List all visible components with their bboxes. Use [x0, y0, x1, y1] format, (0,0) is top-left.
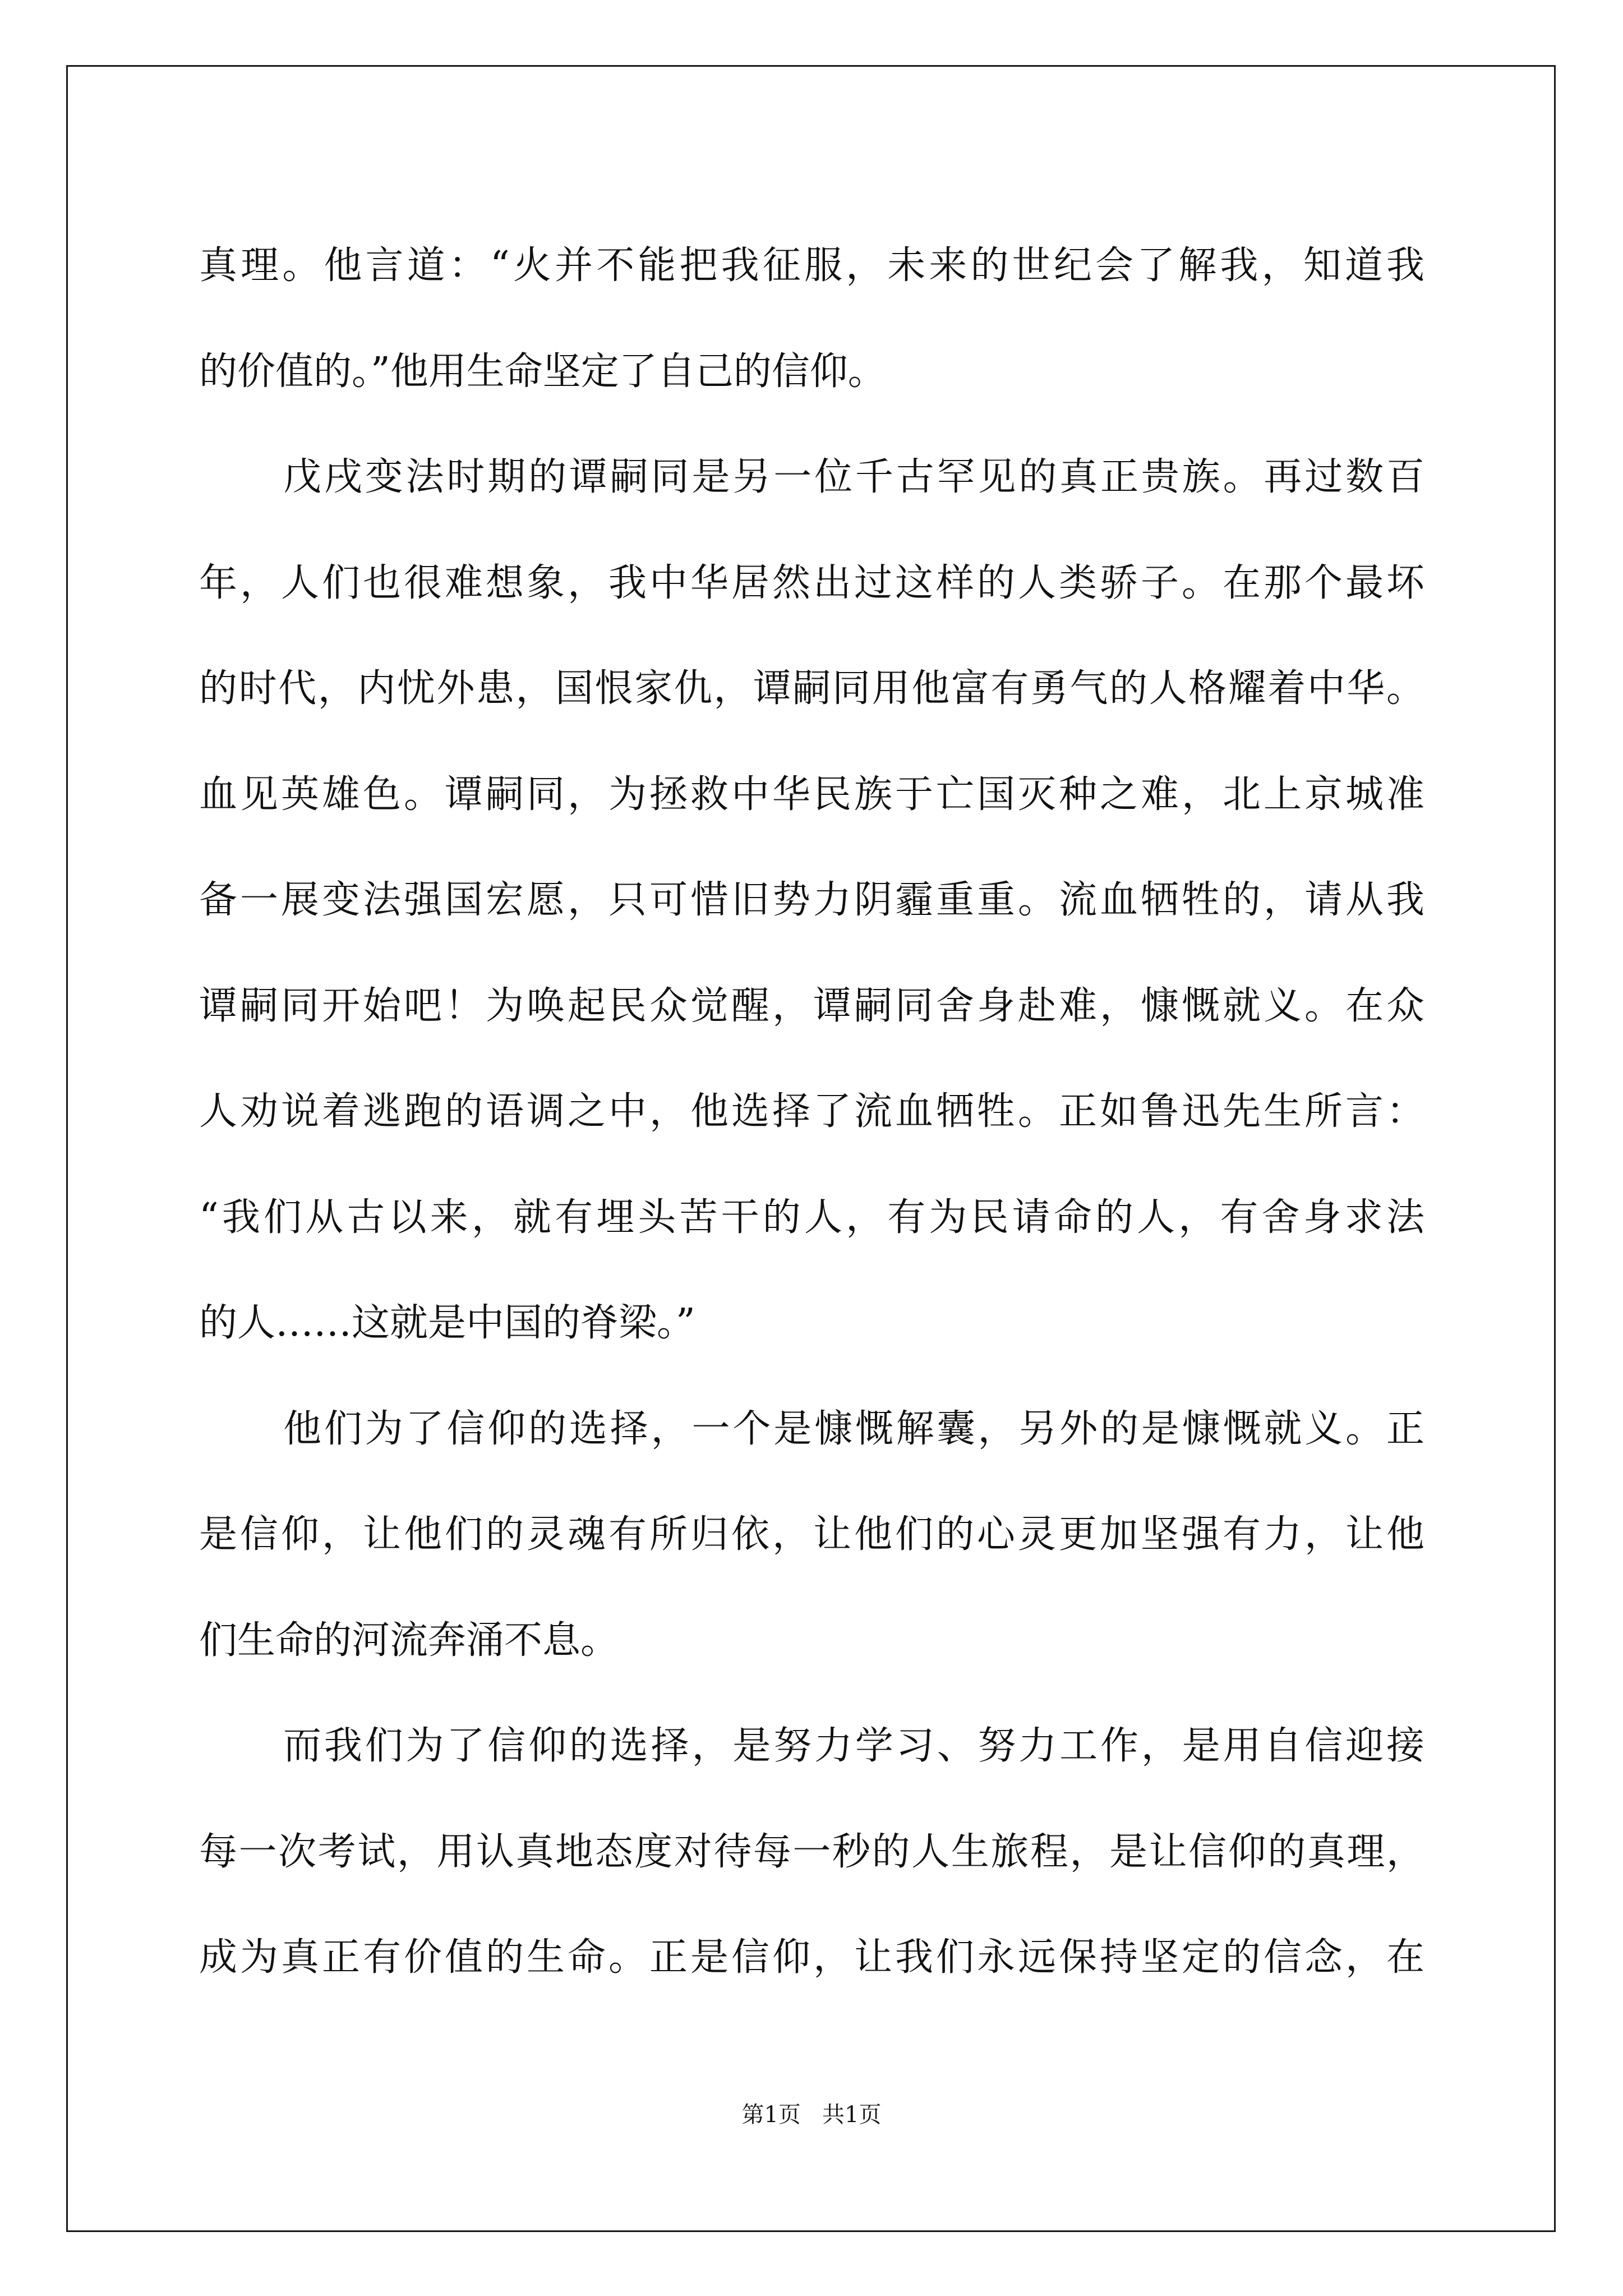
paragraph-4 — [199, 1694, 1424, 2011]
text-line: 的时代，内忧外患，国恨家仇，谭嗣同用他富有勇气的人格耀着中华。 — [199, 666, 1424, 711]
text-line: 每一次考试，用认真地态度对待每一秒的人生旅程，是让信仰的真理， — [199, 1829, 1424, 1874]
text-line: 戊戌变法时期的谭嗣同是另一位千古罕见的真正贵族。再过数百 — [283, 455, 1424, 499]
text-line: 的价值的。”他用生命坚定了自己的信仰。 — [199, 349, 886, 394]
page-number-footer: 第1页 共1页 — [741, 2102, 882, 2128]
paragraph-3 — [199, 1377, 1424, 1694]
text-line: 是信仰，让他们的灵魂有所归依，让他们的心灵更加坚强有力，让他 — [199, 1512, 1424, 1557]
text-line: 的人……这就是中国的脊梁。” — [199, 1301, 695, 1345]
text-line: 血见英雄色。谭嗣同，为拯救中华民族于亡国灭种之难，北上京城准 — [199, 772, 1424, 817]
paragraph-1 — [199, 213, 1424, 425]
text-line: 真理。他言道：“火并不能把我征服，未来的世纪会了解我，知道我 — [199, 243, 1424, 288]
text-line: 备一展变法强国宏愿，只可惜旧势力阴霾重重。流血牺牲的，请从我 — [199, 878, 1424, 922]
document-body — [199, 213, 1424, 2011]
paragraph-2 — [199, 425, 1424, 1377]
text-line: 他们为了信仰的选择，一个是慷慨解囊，另外的是慷慨就义。正 — [283, 1406, 1424, 1451]
text-line: 谭嗣同开始吧！为唤起民众觉醒，谭嗣同舍身赴难，慷慨就义。在众 — [199, 983, 1424, 1028]
text-line: 们生命的河流奔涌不息。 — [199, 1618, 619, 1663]
text-line: 成为真正有价值的生命。正是信仰，让我们永远保持坚定的信念，在 — [199, 1935, 1424, 1980]
text-line: 年，人们也很难想象，我中华居然出过这样的人类骄子。在那个最坏 — [199, 560, 1424, 605]
text-line: 人劝说着逃跑的语调之中，他选择了流血牺牲。正如鲁迅先生所言： — [199, 1089, 1424, 1134]
text-line: 而我们为了信仰的选择，是努力学习、努力工作，是用自信迎接 — [283, 1724, 1424, 1768]
text-line: “我们从古以来，就有埋头苦干的人，有为民请命的人，有舍身求法 — [199, 1195, 1424, 1240]
